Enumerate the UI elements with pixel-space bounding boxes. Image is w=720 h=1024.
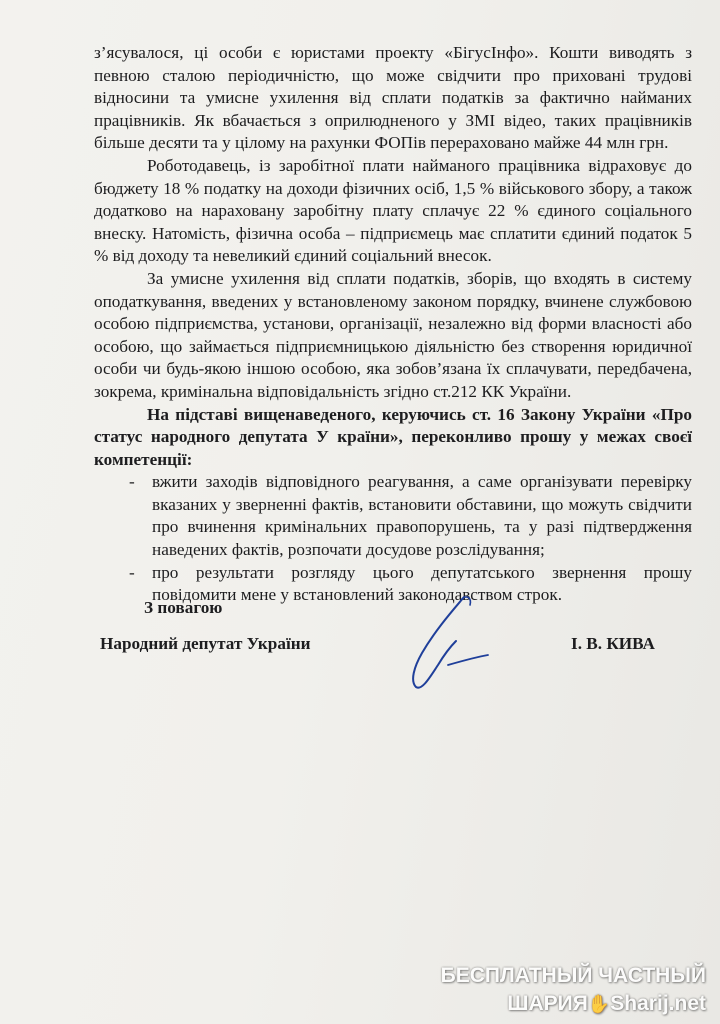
watermark-line-2	[441, 990, 706, 1018]
list-item-text: вжити заходів відповідного реагування, а саме організувати перевірку вказаних у зверненні фактів, встановити обставини, що можуть свідчити про вчинення кримінальних правопорушень, та у разі підтвердження наведених фактів, розпочати досудове розслідування;	[152, 472, 692, 560]
signatory-position: Народний депутат України	[100, 634, 311, 653]
signatory-name: І. В. КИВА	[571, 634, 655, 653]
paragraph-schemes: з’ясувалося, ці особи є юристами проекту «БігусІнфо». Кошти виводять з певною сталою періодичністю, що може свідчити про приховані трудові відносини та умисне ухилення від сплати податків за фактично найманих працівників. Як вбачається з оприлюдненого у ЗМІ відео, таких працівників більше десяти та у цілому на рахунки ФОПів перераховано майже 44 млн грн.	[94, 43, 692, 153]
signature-icon	[392, 585, 502, 695]
letter-body	[94, 42, 692, 607]
list-marker: -	[129, 562, 135, 582]
watermark-site: Sharij.net	[610, 992, 706, 1015]
watermark-brand: ШАРИЯ	[507, 992, 588, 1015]
paragraph-request: На підставі вищенаведеного, керуючись ст. 16 Закону України «Про статус народного депутата У країни», переконливо прошу у межах своєї компетенції:	[94, 404, 692, 469]
list-item-text: про результати розгляду цього депутатського звернення прошу повідомити мене у встановлений законодавством строк.	[152, 562, 692, 605]
paragraph-liability: За умисне ухилення від сплати податків, зборів, що входять в систему оподаткування, введених у встановленому законом порядку, вчинене службовою особою підприємства, установи, організації, незалежно від форми власності або особою, що займається підприємницькою діяльністю без створення юридичної особи чи будь-якою іншою особою, яка зобов’язана їх сплачувати, передбачена, зокрема, кримінальна відповідальність згідно ст.212 КК України.	[94, 268, 692, 401]
list-item	[94, 471, 692, 561]
hand-icon: ✋	[587, 994, 611, 1014]
closing-salutation: З повагою	[144, 598, 223, 617]
watermark	[441, 962, 706, 1018]
watermark-line-1: БЕСПЛАТНЫЙ ЧАСТНЫЙ	[440, 964, 706, 987]
paragraph-taxes: Роботодавець, із заробітної плати найманого працівника відраховує до бюджету 18 % податку на доходи фізичних осіб, 1,5 % військового збору, а також додатково на нараховану заробітну плату сплачує 22 % єдиного соціального внеску. Натомість, фізична особа – підприємець має сплатити єдиний податок 5 % від доходу та невеликий єдиний соціальний внесок.	[94, 155, 692, 266]
list-marker: -	[129, 472, 135, 492]
